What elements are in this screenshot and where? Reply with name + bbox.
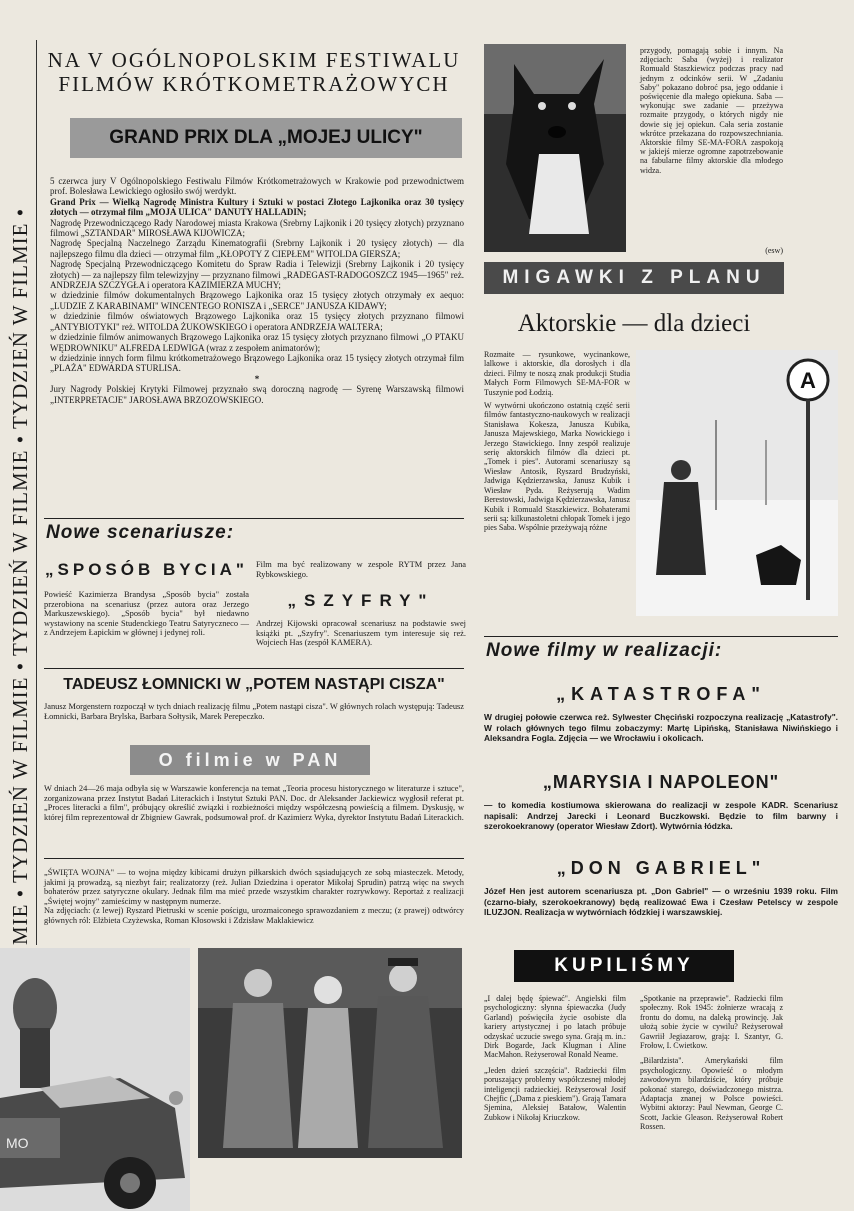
road-sign-letter: A (800, 368, 816, 393)
festival-p6: w dziedzinie filmów dokumentalnych Brązowego Lajkonika oraz 15 tysięcy złotych otrzymały ex aequo: „LUDZIE Z KARABINAMI" WINCENTEGO RONISZA i „SERCE" JANUSZA KIDAWY; (50, 290, 464, 311)
scenario-2-text: Andrzej Kijowski opracował scenariusz na podstawie swej książki pt. „Szyfry". Scenariuszem tym interesuje się reż. Wojciech Has (zespół KAMERA). (256, 619, 466, 648)
scenario-2-title: „SZYFRY" (287, 591, 435, 611)
scenario-1-title: „SPOSÓB BYCIA" (45, 560, 248, 579)
car-plate-text: MO (6, 1135, 29, 1151)
festival-p2: Grand Prix — Wielką Nagrodę Ministra Kultury i Sztuki w postaci Złotego Lajkonika oraz 30 tysięcy złotych — otrzymał film „MOJA ULICA" DANUTY HALLADIN; (50, 196, 464, 218)
photo-saba-dog (484, 44, 626, 252)
holy-war-article (44, 868, 464, 926)
scenarios-heading: Nowe scenariusze: (46, 522, 235, 543)
festival-p9: w dziedzinie innych form filmu krótkometrażowego Brązowego Lajkonika oraz 15 tysięcy złotych otrzymał film „PLAŻA" EDWARDA STURLISA. (50, 352, 464, 374)
festival-header (44, 48, 464, 96)
festival-head-line2: FILMÓW KRÓTKOMETRAŻOWYCH (58, 72, 450, 96)
car-illustration (0, 948, 190, 1211)
scenario-1 (44, 560, 249, 638)
kupilismy-banner: KUPILIŚMY (514, 950, 734, 982)
don-gabriel-text: Józef Hen jest autorem scenariusza pt. „Don Gabriel" — o wrześniu 1939 roku. Film (czarno-biały, szerokoekranowy) będą realizować Ewa i Czesław Petelscy w zespole ILUZJON. Realizacja w wytwórniach łódzkiej i warszawskiej. (484, 886, 838, 918)
migawki-banner: MIGAWKI Z PLANU (484, 262, 784, 294)
festival-p7: w dziedzinie filmów oświatowych Brązowego Lajkonika oraz 15 tysięcy złotych przyznano filmowi „ANTYBIOTYKI" reż. WITOLDA ŻUKOWSKIEGO i operatora ANDRZEJA WALTERA; (50, 311, 464, 332)
scenario-2 (256, 560, 466, 648)
katastrofa-title: „KATASTROFA" (556, 684, 766, 704)
migawki-article (484, 350, 630, 533)
new-films-heading: Nowe filmy w realizacji: (486, 640, 723, 661)
photo-winter-boy-dog (636, 350, 838, 616)
winter-illustration (636, 350, 838, 616)
festival-head-line1: NA V OGÓLNOPOLSKIM FESTIWALU (47, 48, 461, 72)
sidebar-text: MIE • TYDZIEŃ W FILMIE • TYDZIEŃ W FILMIE • TYDZIEŃ W FILMIE • (8, 207, 32, 945)
bought-1a: „I dalej będę śpiewać". Angielski film psychologiczny: słynna śpiewaczka (Judy Garland) poświęciła życie osobiste dla kariery artystycznej i po latach próbuje odzyskać uczucie swego syna. Grają m. in.: Dirk Bogarde, Jack Klugman i Aline MacMahon. Reżyserował Ronald Neame. (484, 994, 626, 1060)
festival-p5: Nagrodę Specjalną Przewodniczącego Komitetu do Spraw Radia i Telewizji (Srebrny Lajkonik i 20 tysięcy złotych) — za najlepszy film telewizyjny — przyznano filmowi „RADEGAST-RADOGOSZCZ 1945—1965" reż. ANDRZEJA SZCZYGŁA i operatora KAZIMIERZA MUCHY; (50, 259, 464, 291)
festival-p3: Nagrodę Przewodniczącego Rady Narodowej miasta Krakowa (Srebrny Lajkonik i 20 tysięcy złotych) przyznano filmowi „SZTANDAR" MIROSŁAWA KIJOWICZA; (50, 217, 464, 239)
bought-2a: „Spotkanie na przeprawie". Radziecki film społeczny. Rok 1945: żołnierze wracają z frontu do domu, na daleką prowincję. Jak ułożą sobie życie w cywilu? Reżyserował Gawriił Jegiazarow, grają: I. Szantyr, G. Frołow, I. Cwietkow. (640, 994, 783, 1051)
marysia-text: — to komedia kostiumowa skierowana do realizacji w zespole KADR. Scenariusz napisali: Andrzej Jarecki i Leonard Buczkowski. Będzie to film barwny i szerokoekranowy (operator Wiesław Zdort). Wytwórnia łódzka. (484, 800, 838, 832)
festival-article (50, 176, 464, 405)
sidebar-rule (36, 40, 37, 945)
lomnicki-text: Janusz Morgenstern rozpoczął w tych dniach realizację filmu „Potem nastąpi cisza". W głównych rolach występują: Tadeusz Łomnicki, Barbara Brylska, Barbara Sołtysik, Marek Perepeczko. (44, 702, 464, 721)
vertical-sidebar (6, 40, 34, 945)
bought-column-1 (484, 994, 626, 1122)
actors-illustration (198, 948, 462, 1158)
festival-star: * (254, 373, 260, 384)
migawki-text-2: W wytwórni ukończono ostatnią część serii filmów fantastyczno-naukowych w realizacji Stanisława Kokesza, Janusza Kubika, Janusza Majewskiego, Marka Nowickiego i Jerzego Stawickiego. Inny zespół realizuje serię aktorskich filmów dla dzieci pt. „Tomek i pies". Autorami scenariuszy są Wiesław Antosik, Ryszard Brudzyński, Jadwiga Kędzierzawska, Janusz Kubik i Wiesław Pyda. Reżyserują Wadim Berestowski, Jadwiga Kędzierzawska, Janusz Kubik i Romuald Staszkiewicz. Bohaterami serii są: kilkunastoletni chłopak Tomek i jego pies Saba. Wspólnie przeżywają różne (484, 401, 630, 533)
bought-1b: „Jeden dzień szczęścia". Radziecki film poruszający problemy współczesnej młodej inteligencji radzieckiej. Reżyserował Josif Chejfic („Dama z pieskiem"). Grają Tamara Sjemina, Aleksiej Batałow, Walentin Zubkow i Nikołaj Kriuczkow. (484, 1065, 626, 1122)
holy-war-caption: Na zdjęciach: (z lewej) Ryszard Pietruski w scenie pościgu, urozmaiconego sprawozdaniem z meczu; (z prawej) odtwórcy głównych ról: Elżbieta Czyżewska, Roman Kłosowski i Zdzisław Maklakiewicz (44, 906, 464, 925)
photo-actors (198, 948, 462, 1158)
dog-illustration (484, 44, 626, 252)
katastrofa-text: W drugiej połowie czerwca reż. Sylwester Chęciński rozpoczyna realizację „Katastrofy". W rolach głównych tego filmu zobaczymy: Martę Lipińską, Stanisława Niwińskiego i Aleksandra Fogla. Zdjęcia — we Wrocławiu i okolicach. (484, 712, 838, 744)
saba-text: przygody, pomagają sobie i innym. Na zdjęciach: Saba (wyżej) i realizator Romuald Staszkiewicz podczas pracy nad jednym z odcinków serii. W „Zadaniu Saby" pokazano dobroć psa, jego oddanie i poświęcenie dla małego opiekuna. Saba — wykonując swe zadanie — przeżywa rozmaite przygody, o których nigdy nie dowie się jej opiekun. Cała seria zostanie wkrótce przekazana do rozpowszechniania. Aktorskie filmy SE-MA-FORA zaspokoją w jakiejś mierze ogromne zapotrzebowanie na fabularne filmy aktorskie dla młodego widza. (640, 46, 783, 175)
scenario-1-text: Powieść Kazimierza Brandysa „Sposób bycia" została przerobiona na scenariusz (przez autora oraz Jerzego Markuszewskiego). „Sposób bycia" był niedawno wystawiony na scenie Studenckiego Teatru Satyryczneco — z Andrzejem Łapickim w głównej i jedynej roli. (44, 590, 249, 638)
pan-banner: O filmie w PAN (130, 745, 370, 775)
migawki-text-1: Rozmaite — rysunkowe, wycinankowe, lalkowe i aktorskie, dla dorosłych i dla dzieci. Filmy te noszą znak produkcji Studia Małych Form Filmowych SE-MA-FOR w Tuszynie pod Łodzią. (484, 350, 630, 397)
don-gabriel-title: „DON GABRIEL" (556, 858, 766, 878)
marysia-title: „MARYSIA I NAPOLEON" (542, 772, 780, 792)
bought-column-2 (640, 994, 783, 1132)
festival-p4: Nagrodę Specjalną Naczelnego Zarządu Kinematografii (Srebrny Lajkonik i 20 tysięcy złotych) — dla najlepszego filmu dla dzieci — otrzymał film „KŁOPOTY Z CIEPŁEM" WITOLDA GIERSZA; (50, 238, 464, 259)
pan-text: W dniach 24—26 maja odbyła się w Warszawie konferencja na temat „Teoria procesu historycznego w literaturze i sztuce", zorganizowana przez Instytut Badań Literackich i Instytut Sztuki PAN. Doc. dr Aleksander Jackiewicz wygłosił referat pt. „Proces literacki a film", próbujący określić związki i rozbieżności między współczesną powieścią a filmem. Dyskusję, w której film reprezentował dr Zbigniew Gawrak, podsumował prof. dr Kazimierz Wyka, dyrektor Instytutu Badań Literackich. (44, 784, 464, 822)
festival-p1: 5 czerwca jury V Ogólnopolskiego Festiwalu Filmów Krótkometrażowych w Krakowie pod przewodnictwem prof. Bolesława Lewickiego ogłosiło swój werdykt. (50, 176, 464, 197)
festival-p8: w dziedzinie filmów animowanych Brązowego Lajkonika oraz 15 tysięcy złotych przyznano filmowi „O PTAKU WĘDROWNIKU" ALFREDA LEDWIGA (wraz z zespołem animatorów); (50, 332, 464, 353)
photo-car-chase (0, 948, 190, 1211)
festival-p10: Jury Nagrody Polskiej Krytyki Filmowej przyznało swą doroczną nagrodę — Syrenę Warszawską filmowi „INTERPRETACJE" JAROSŁAWA BRZOZOWSKIEGO. (50, 384, 464, 405)
saba-sign: (esw) (765, 246, 783, 255)
grand-prix-banner: GRAND PRIX DLA „MOJEJ ULICY" (70, 118, 462, 158)
migawki-heading: Aktorskie — dla dzieci (517, 310, 751, 337)
lomnicki-heading: TADEUSZ ŁOMNICKI W „POTEM NASTĄPI CISZA" (63, 676, 445, 693)
holy-war-text: „ŚWIĘTA WOJNA" — to wojna między kibicami drużyn piłkarskich dwóch sąsiadujących ze sobą miasteczek. Metody, jakimi ją prowadzą, są niezbyt fair; realizatorzy (reż. Julian Dziedzina i operator Mikołaj Sprudin) patrzą więc na swych bohaterów przez satyryczne okulary. Jednak film ma mieć przede wszystkim charakter rozrywkowy. Reportaż z realizacji „Świętej wojny" zamieścimy w następnym numerze. (44, 868, 464, 906)
bought-2b: „Bilardzista". Amerykański film psychologiczny. Opowieść o młodym zawodowym bilardziście, który próbuje pokonać starego, doświadczonego mistrza. Adaptacja znanej w Polsce powieści. Wybitni aktorzy: Paul Newman, George C. Scott, Jackie Gleason. Reżyserował Robert Rossen. (640, 1056, 783, 1132)
scenario-2-intro: Film ma być realizowany w zespole RYTM przez Jana Rybkowskiego. (256, 560, 466, 579)
